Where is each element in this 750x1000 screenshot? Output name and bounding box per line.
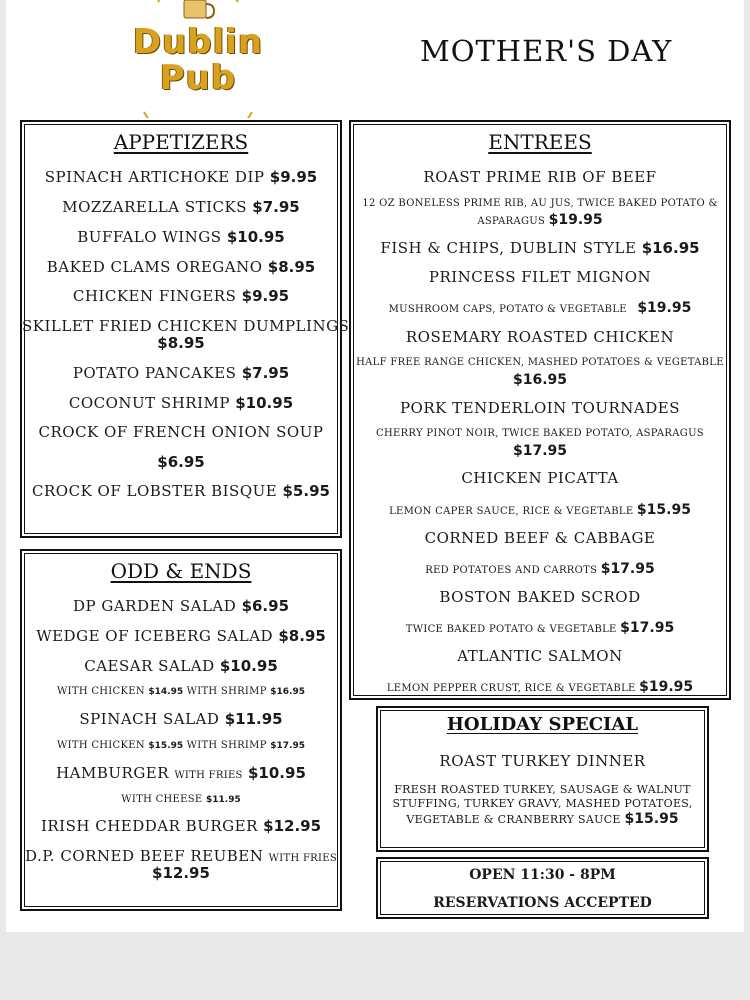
menu-item-price: $17.95 (512, 443, 568, 459)
menu-item: BUFFALO WINGS $10.95 (77, 228, 285, 246)
menu-item-price: $12.95 (152, 864, 210, 882)
menu-item-desc: MUSHROOM CAPS, POTATO & VEGETABLE $19.95 (388, 300, 692, 316)
entrees-heading: ENTREES (488, 130, 592, 154)
hours-section (376, 857, 709, 919)
menu-item-desc: RED POTATOES AND CARROTS $17.95 (425, 561, 655, 577)
menu-item-desc: LEMON CAPER SAUCE, RICE & VEGETABLE $15.95 (389, 502, 691, 518)
menu-item: SPINACH ARTICHOKE DIP $9.95 (44, 168, 318, 186)
page-title: MOTHER'S DAY (420, 34, 673, 68)
menu-item: BOSTON BAKED SCROD (439, 588, 641, 606)
menu-item-desc: ASPARAGUS $19.95 (477, 212, 603, 228)
appetizers-heading: APPETIZERS (113, 130, 249, 154)
menu-item-desc: CHERRY PINOT NOIR, TWICE BAKED POTATO, ASPARAGUS (376, 428, 704, 439)
menu-item: COCONUT SHRIMP $10.95 (68, 394, 294, 412)
menu-item-price: $8.95 (157, 334, 205, 352)
menu-item: BAKED CLAMS OREGANO $8.95 (46, 258, 316, 276)
menu-item: MOZZARELLA STICKS $7.95 (62, 198, 300, 216)
menu-item-options: WITH CHICKEN $15.95 WITH SHRIMP $17.95 (57, 740, 305, 751)
logo-line-dublin: Dublin (132, 22, 264, 62)
holiday-special-section (376, 706, 709, 852)
menu-item: FISH & CHIPS, DUBLIN STYLE $16.95 (380, 239, 700, 257)
menu-item: CHICKEN FINGERS $9.95 (72, 287, 290, 305)
menu-item-price: $16.95 (512, 372, 568, 388)
menu-item: ATLANTIC SALMON (457, 647, 623, 665)
menu-item: SKILLET FRIED CHICKEN DUMPLINGS (22, 317, 350, 335)
menu-item-desc: VEGETABLE & CRANBERRY SAUCE $15.95 (406, 811, 679, 827)
menu-item: CHICKEN PICATTA (461, 469, 619, 487)
menu-item: WEDGE OF ICEBERG SALAD $8.95 (36, 627, 326, 645)
holiday-special-heading: HOLIDAY SPECIAL (446, 714, 639, 735)
menu-item-desc: STUFFING, TURKEY GRAVY, MASHED POTATOES, (392, 797, 693, 810)
menu-item-desc: LEMON PEPPER CRUST, RICE & VEGETABLE $19.95 (386, 679, 694, 695)
menu-item-desc: FRESH ROASTED TURKEY, SAUSAGE & WALNUT (394, 783, 691, 796)
menu-item-desc: HALF FREE RANGE CHICKEN, MASHED POTATOES & VEGETABLE (356, 357, 724, 368)
menu-item-options: WITH CHICKEN $14.95 WITH SHRIMP $16.95 (57, 686, 305, 697)
menu-item: SPINACH SALAD $11.95 (79, 710, 283, 728)
menu-item: ROAST PRIME RIB OF BEEF (423, 168, 657, 186)
menu-item: ROAST TURKEY DINNER (439, 752, 646, 770)
menu-item-options: WITH CHEESE $11.95 (121, 794, 241, 805)
menu-item-price: $6.95 (157, 453, 205, 471)
menu-item: POTATO PANCAKES $7.95 (72, 364, 290, 382)
menu-item: CAESAR SALAD $10.95 (84, 657, 278, 675)
menu-item: CORNED BEEF & CABBAGE (424, 529, 656, 547)
menu-item: PORK TENDERLOIN TOURNADES (399, 399, 681, 417)
menu-item: DP GARDEN SALAD $6.95 (72, 597, 290, 615)
reservations-note: RESERVATIONS ACCEPTED (433, 895, 652, 911)
menu-item: IRISH CHEDDAR BURGER $12.95 (40, 817, 322, 835)
menu-item: CROCK OF LOBSTER BISQUE $5.95 (32, 482, 330, 500)
menu-item: CROCK OF FRENCH ONION SOUP (38, 423, 324, 441)
logo-line-pub: Pub (159, 58, 237, 98)
menu-item: D.P. CORNED BEEF REUBEN WITH FRIES (24, 847, 338, 865)
odd-ends-section (20, 549, 342, 911)
odd-ends-heading: ODD & ENDS (110, 559, 252, 583)
menu-item-desc: TWICE BAKED POTATO & VEGETABLE $17.95 (405, 620, 675, 636)
opening-hours: OPEN 11:30 - 8PM (469, 867, 616, 883)
appetizers-section (20, 120, 350, 538)
menu-item: HAMBURGER WITH FRIES $10.95 (56, 764, 306, 782)
menu-item: ROSEMARY ROASTED CHICKEN (405, 328, 675, 346)
menu-item: PRINCESS FILET MIGNON (428, 268, 652, 286)
entrees-section (349, 120, 731, 700)
dublin-pub-logo (118, 0, 278, 118)
menu-item-desc: 12 OZ BONELESS PRIME RIB, AU JUS, TWICE BAKED POTATO & (362, 198, 718, 209)
